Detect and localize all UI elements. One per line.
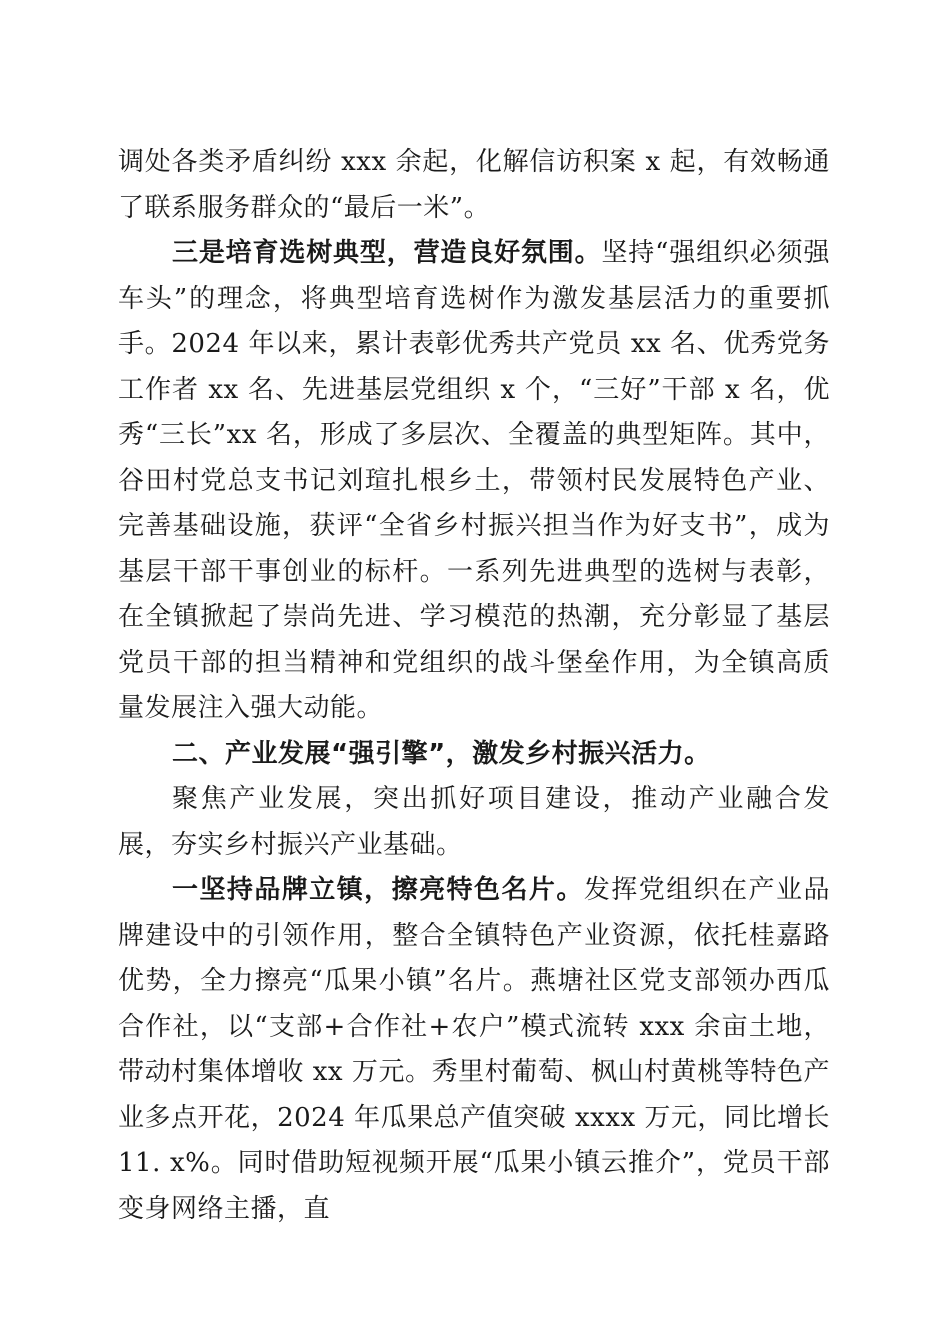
document-body	[118, 140, 830, 1232]
paragraph-text: 调处各类矛盾纠纷 xxx 余起，化解信访积案 x 起，有效畅通了联系服务群众的“最后一米”。	[118, 147, 830, 223]
paragraph-lead: 三是培育选树典型，营造良好氛围。	[172, 238, 602, 268]
paragraph-text: 发挥党组织在产业品牌建设中的引领作用，整合全镇特色产业资源，依托桂嘉路优势，全力擦亮“瓜果小镇”名片。燕塘社区党支部领办西瓜合作社，以“支部+合作社+农户”模式流转 xxx 余亩土地，带动村集体增收 xx 万元。秀里村葡萄、枫山村黄桃等特色产业多点开花，2024 年瓜果总产值突破 xxxx 万元，同比增长 11. x%。同时借助短视频开展“瓜果小镇云推介”，党员干部变身网络主播，直	[118, 875, 830, 1224]
paragraph-text: 聚焦产业发展，突出抓好项目建设，推动产业融合发展，夯实乡村振兴产业基础。	[118, 784, 830, 860]
paragraph-industry-intro	[118, 777, 830, 868]
section-heading	[118, 732, 830, 778]
paragraph-brand-town	[118, 868, 830, 1232]
paragraph-typical-models	[118, 231, 830, 732]
paragraph-continuation	[118, 140, 830, 231]
section-heading-text: 二、产业发展“强引擎”，激发乡村振兴活力。	[172, 738, 711, 769]
paragraph-lead: 一坚持品牌立镇，擦亮特色名片。	[172, 875, 584, 905]
paragraph-text: 坚持“强组织必须强车头”的理念，将典型培育选树作为激发基层活力的重要抓手。2024 年以来，累计表彰优秀共产党员 xx 名、优秀党务工作者 xx 名、先进基层党组织 x 个，“三好”干部 x 名，优秀“三长”xx 名，形成了多层次、全覆盖的典型矩阵。其中，谷田村党总支书记刘瑄扎根乡土，带领村民发展特色产业、完善基础设施，获评“全省乡村振兴担当作为好支书”，成为基层干部干事创业的标杆。一系列先进典型的选树与表彰，在全镇掀起了崇尚先进、学习模范的热潮，充分彰显了基层党员干部的担当精神和党组织的战斗堡垒作用，为全镇高质量发展注入强大动能。	[118, 238, 830, 723]
